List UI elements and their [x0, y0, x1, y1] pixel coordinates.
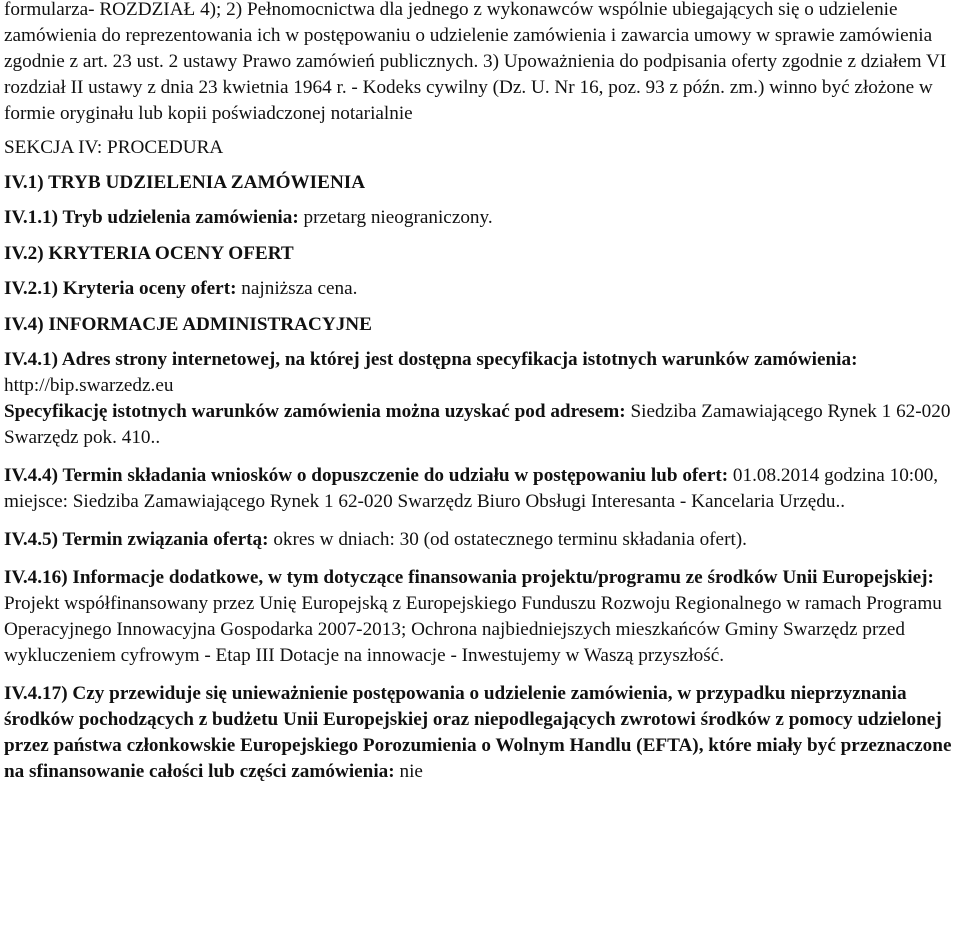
- item-label: IV.2.1) Kryteria oceny ofert:: [4, 278, 237, 299]
- item-label: IV.4.5) Termin związania ofertą:: [4, 529, 269, 550]
- item-value: nie: [394, 761, 423, 782]
- item-value: Siedziba Zamawiającego Rynek 1 62-020 Swarzędz pok. 410..: [4, 401, 951, 448]
- item-value: 01.08.2014 godzina 10:00, miejsce: Siedziba Zamawiającego Rynek 1 62-020 Swarzędz Biuro Obsługi Interesanta - Kancelaria Urzędu..: [4, 465, 939, 512]
- item-value: przetarg nieograniczony.: [298, 207, 493, 228]
- item-value: najniższa cena.: [236, 278, 358, 299]
- section-title: SEKCJA IV: PROCEDURA: [4, 137, 224, 158]
- item-label: IV.4.4) Termin składania wniosków o dopuszczenie do udziału w postępowaniu lub ofert:: [4, 465, 729, 486]
- specification-url: http://bip.swarzedz.eu: [4, 375, 174, 396]
- item-iv4-4: [4, 463, 956, 515]
- heading-iv2: IV.2) KRYTERIA OCENY OFERT: [4, 243, 294, 264]
- item-label: IV.1.1) Tryb udzielenia zamówienia:: [4, 207, 299, 228]
- item-iv4-1b: [4, 399, 956, 451]
- document-body: [4, 0, 956, 785]
- item-iv2-1: [4, 276, 956, 302]
- item-iv4-1: [4, 347, 956, 399]
- heading-iv1: IV.1) TRYB UDZIELENIA ZAMÓWIENIA: [4, 172, 366, 193]
- item-value: okres w dniach: 30 (od ostatecznego terminu składania ofert).: [268, 529, 747, 550]
- item-label: Specyfikację istotnych warunków zamówienia można uzyskać pod adresem:: [4, 401, 626, 422]
- intro-paragraph: formularza- ROZDZIAŁ 4); 2) Pełnomocnictwa dla jednego z wykonawców wspólnie ubiegających się o udzielenie zamówienia do reprezentowania ich w postępowaniu o udzielenie zamówienia i zawarcia umowy w sprawie zamówienia zgodnie z art. 23 ust. 2 ustawy Prawo zamówień publicznych. 3) Upoważnienia do podpisania oferty zgodnie z działem VI rozdział II ustawy z dnia 23 kwietnia 1964 r. - Kodeks cywilny (Dz. U. Nr 16, poz. 93 z późn. zm.) winno być złożone w formie oryginału lub kopii poświadczonej notarialnie: [4, 0, 947, 124]
- item-iv4-5: [4, 527, 956, 553]
- item-iv4-17: [4, 681, 956, 785]
- item-label: IV.4.1) Adres strony internetowej, na której jest dostępna specyfikacja istotnych warunków zamówienia:: [4, 349, 858, 370]
- item-value: Projekt współfinansowany przez Unię Europejską z Europejskiego Funduszu Rozwoju Regionalnego w ramach Programu Operacyjnego Innowacyjna Gospodarka 2007-2013; Ochrona najbiedniejszych mieszkańców Gminy Swarzędz przed wykluczeniem cyfrowym - Etap III Dotacje na innowacje - Inwestujemy w Waszą przyszłość.: [4, 593, 942, 666]
- item-iv1-1: [4, 205, 956, 231]
- item-iv4-16: [4, 565, 956, 669]
- heading-iv4: IV.4) INFORMACJE ADMINISTRACYJNE: [4, 314, 372, 335]
- item-label: IV.4.17) Czy przewiduje się unieważnienie postępowania o udzielenie zamówienia, w przypadku nieprzyznania środków pochodzących z budżetu Unii Europejskiej oraz niepodlegających zwrotowi środków z pomocy udzielonej przez państwa członkowskie Europejskiego Porozumienia o Wolnym Handlu (EFTA), które miały być przeznaczone na sfinansowanie całości lub części zamówienia:: [4, 683, 952, 782]
- item-label: IV.4.16) Informacje dodatkowe, w tym dotyczące finansowania projektu/programu ze środków Unii Europejskiej:: [4, 567, 934, 588]
